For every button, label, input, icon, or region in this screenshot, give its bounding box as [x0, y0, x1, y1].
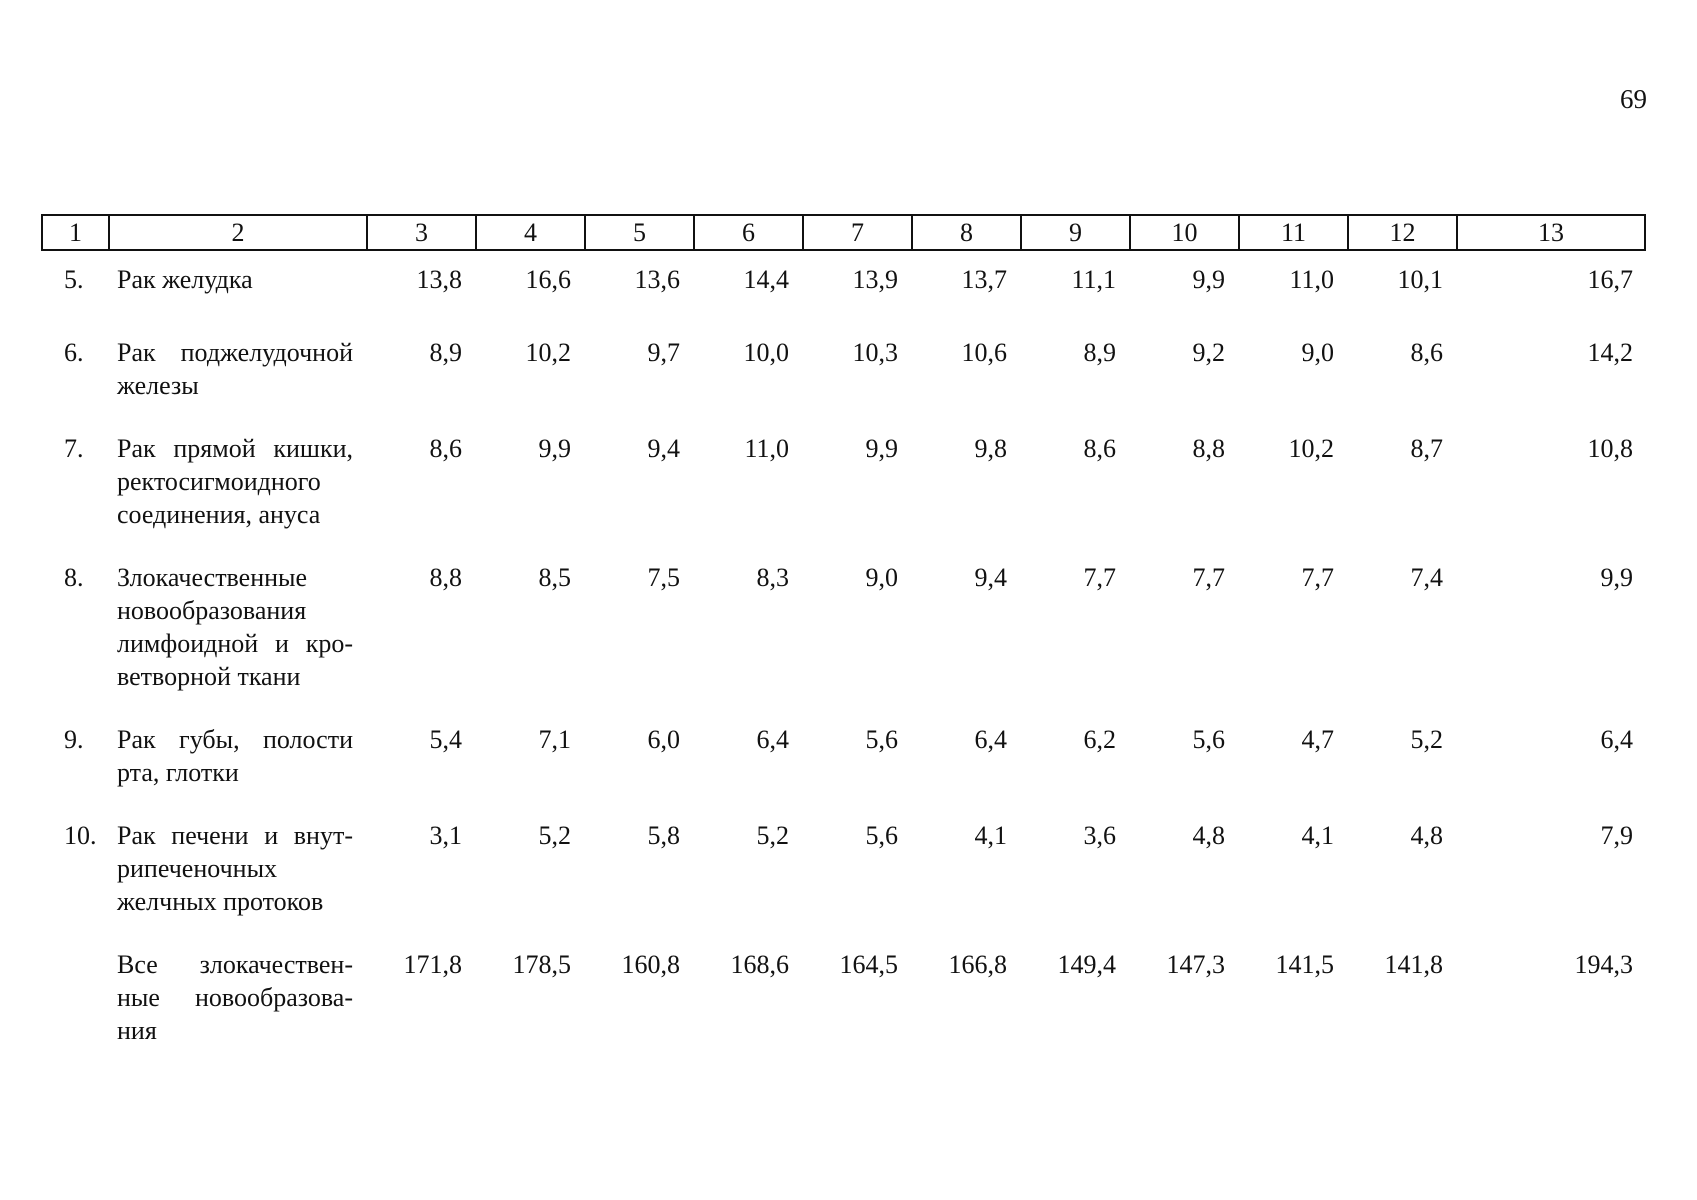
row-value: 9,9: [1192, 265, 1225, 294]
row-value: 6,4: [1600, 725, 1633, 754]
row-name: Рак губы, полости рта, глотки: [117, 725, 353, 787]
row-value: 7,4: [1410, 563, 1443, 592]
row-value: 8,6: [1083, 434, 1116, 463]
header-cell: 7: [803, 215, 912, 250]
table-row: [42, 561, 1645, 723]
header-row: [42, 215, 1645, 250]
row-value: 8,9: [1083, 338, 1116, 367]
statistics-table: [41, 214, 1646, 1077]
row-value: 7,7: [1301, 563, 1334, 592]
row-value: 8,6: [429, 434, 462, 463]
row-value: 13,8: [416, 265, 462, 294]
row-value: 6,4: [974, 725, 1007, 754]
row-index: 7.: [64, 434, 84, 463]
row-value: 149,4: [1057, 950, 1116, 979]
row-value: 5,2: [756, 821, 789, 850]
row-value: 7,5: [647, 563, 680, 592]
table-row-total: [42, 948, 1645, 1077]
row-value: 7,9: [1600, 821, 1633, 850]
row-value: 160,8: [621, 950, 680, 979]
row-value: 6,4: [756, 725, 789, 754]
header-cell: 3: [367, 215, 476, 250]
row-value: 11,0: [1289, 265, 1334, 294]
row-value: 9,9: [538, 434, 571, 463]
table-body: [42, 250, 1645, 1077]
table-row: [42, 250, 1645, 336]
row-value: 4,7: [1301, 725, 1334, 754]
row-value: 8,9: [429, 338, 462, 367]
row-value: 6,2: [1083, 725, 1116, 754]
row-value: 4,1: [1301, 821, 1334, 850]
header-cell: 8: [912, 215, 1021, 250]
row-value: 9,0: [1301, 338, 1334, 367]
row-value: 5,8: [647, 821, 680, 850]
row-value: 8,3: [756, 563, 789, 592]
row-value: 194,3: [1574, 950, 1633, 979]
row-value: 141,8: [1384, 950, 1443, 979]
row-index: [42, 948, 109, 1077]
row-value: 178,5: [512, 950, 571, 979]
row-value: 8,7: [1410, 434, 1443, 463]
row-value: 4,1: [974, 821, 1007, 850]
row-value: 10,6: [961, 338, 1007, 367]
header-cell: 4: [476, 215, 585, 250]
row-value: 164,5: [839, 950, 898, 979]
row-value: 7,7: [1083, 563, 1116, 592]
table-row: [42, 723, 1645, 819]
row-value: 3,6: [1083, 821, 1116, 850]
row-value: 16,7: [1587, 265, 1633, 294]
header-cell: 9: [1021, 215, 1130, 250]
row-value: 14,2: [1587, 338, 1633, 367]
row-value: 14,4: [743, 265, 789, 294]
row-value: 8,5: [538, 563, 571, 592]
row-value: 10,1: [1397, 265, 1443, 294]
row-value: 13,9: [852, 265, 898, 294]
row-value: 5,4: [429, 725, 462, 754]
row-value: 11,0: [744, 434, 789, 463]
header-cell: 11: [1239, 215, 1348, 250]
page-number: 69: [1620, 84, 1647, 114]
row-value: 168,6: [730, 950, 789, 979]
row-name: Рак печени и внут-рипеченочных желчных протоков: [117, 821, 353, 916]
header-cell: 12: [1348, 215, 1457, 250]
row-value: 5,2: [1410, 725, 1443, 754]
row-value: 5,2: [538, 821, 571, 850]
row-index: 10.: [64, 821, 97, 850]
row-value: 7,7: [1192, 563, 1225, 592]
row-value: 3,1: [429, 821, 462, 850]
row-value: 10,8: [1587, 434, 1633, 463]
row-value: 6,0: [647, 725, 680, 754]
row-value: 13,6: [634, 265, 680, 294]
row-value: 166,8: [948, 950, 1007, 979]
header-cell: 6: [694, 215, 803, 250]
table-row: [42, 432, 1645, 561]
row-value: 13,7: [961, 265, 1007, 294]
row-value: 147,3: [1166, 950, 1225, 979]
row-index: 8.: [64, 563, 84, 592]
row-value: 10,3: [852, 338, 898, 367]
row-value: 5,6: [865, 821, 898, 850]
row-value: 171,8: [403, 950, 462, 979]
row-value: 8,8: [1192, 434, 1225, 463]
table-row: [42, 336, 1645, 432]
header-cell: 2: [109, 215, 367, 250]
row-value: 9,8: [974, 434, 1007, 463]
row-index: 9.: [64, 725, 84, 754]
row-value: 10,0: [743, 338, 789, 367]
row-value: 9,4: [974, 563, 1007, 592]
row-value: 7,1: [538, 725, 571, 754]
row-value: 11,1: [1071, 265, 1116, 294]
header-cell: 13: [1457, 215, 1645, 250]
row-name: Все злокачествен-ные новообразова-ния: [117, 950, 353, 1045]
row-value: 9,0: [865, 563, 898, 592]
row-name: Рак поджелудочной железы: [117, 338, 353, 400]
row-value: 8,8: [429, 563, 462, 592]
row-value: 9,7: [647, 338, 680, 367]
row-value: 10,2: [1288, 434, 1334, 463]
row-value: 9,9: [1600, 563, 1633, 592]
row-value: 10,2: [525, 338, 571, 367]
row-value: 9,4: [647, 434, 680, 463]
row-value: 9,9: [865, 434, 898, 463]
row-value: 5,6: [1192, 725, 1225, 754]
header-cell: 10: [1130, 215, 1239, 250]
row-value: 8,6: [1410, 338, 1443, 367]
row-value: 9,2: [1192, 338, 1225, 367]
header-cell: 5: [585, 215, 694, 250]
row-value: 5,6: [865, 725, 898, 754]
table-row: [42, 819, 1645, 948]
row-index: 6.: [64, 338, 84, 367]
row-value: 16,6: [525, 265, 571, 294]
row-value: 141,5: [1275, 950, 1334, 979]
table-header: [42, 215, 1645, 250]
row-value: 4,8: [1410, 821, 1443, 850]
row-name: Рак прямой кишки, ректосигмоидного соединения, ануса: [117, 434, 353, 529]
header-cell: 1: [42, 215, 109, 250]
row-index: 5.: [64, 265, 84, 294]
row-value: 4,8: [1192, 821, 1225, 850]
row-name: Рак желудка: [117, 265, 253, 294]
row-name: Злокачественные новообразования лимфоидной и кро-ветворной ткани: [117, 563, 353, 691]
